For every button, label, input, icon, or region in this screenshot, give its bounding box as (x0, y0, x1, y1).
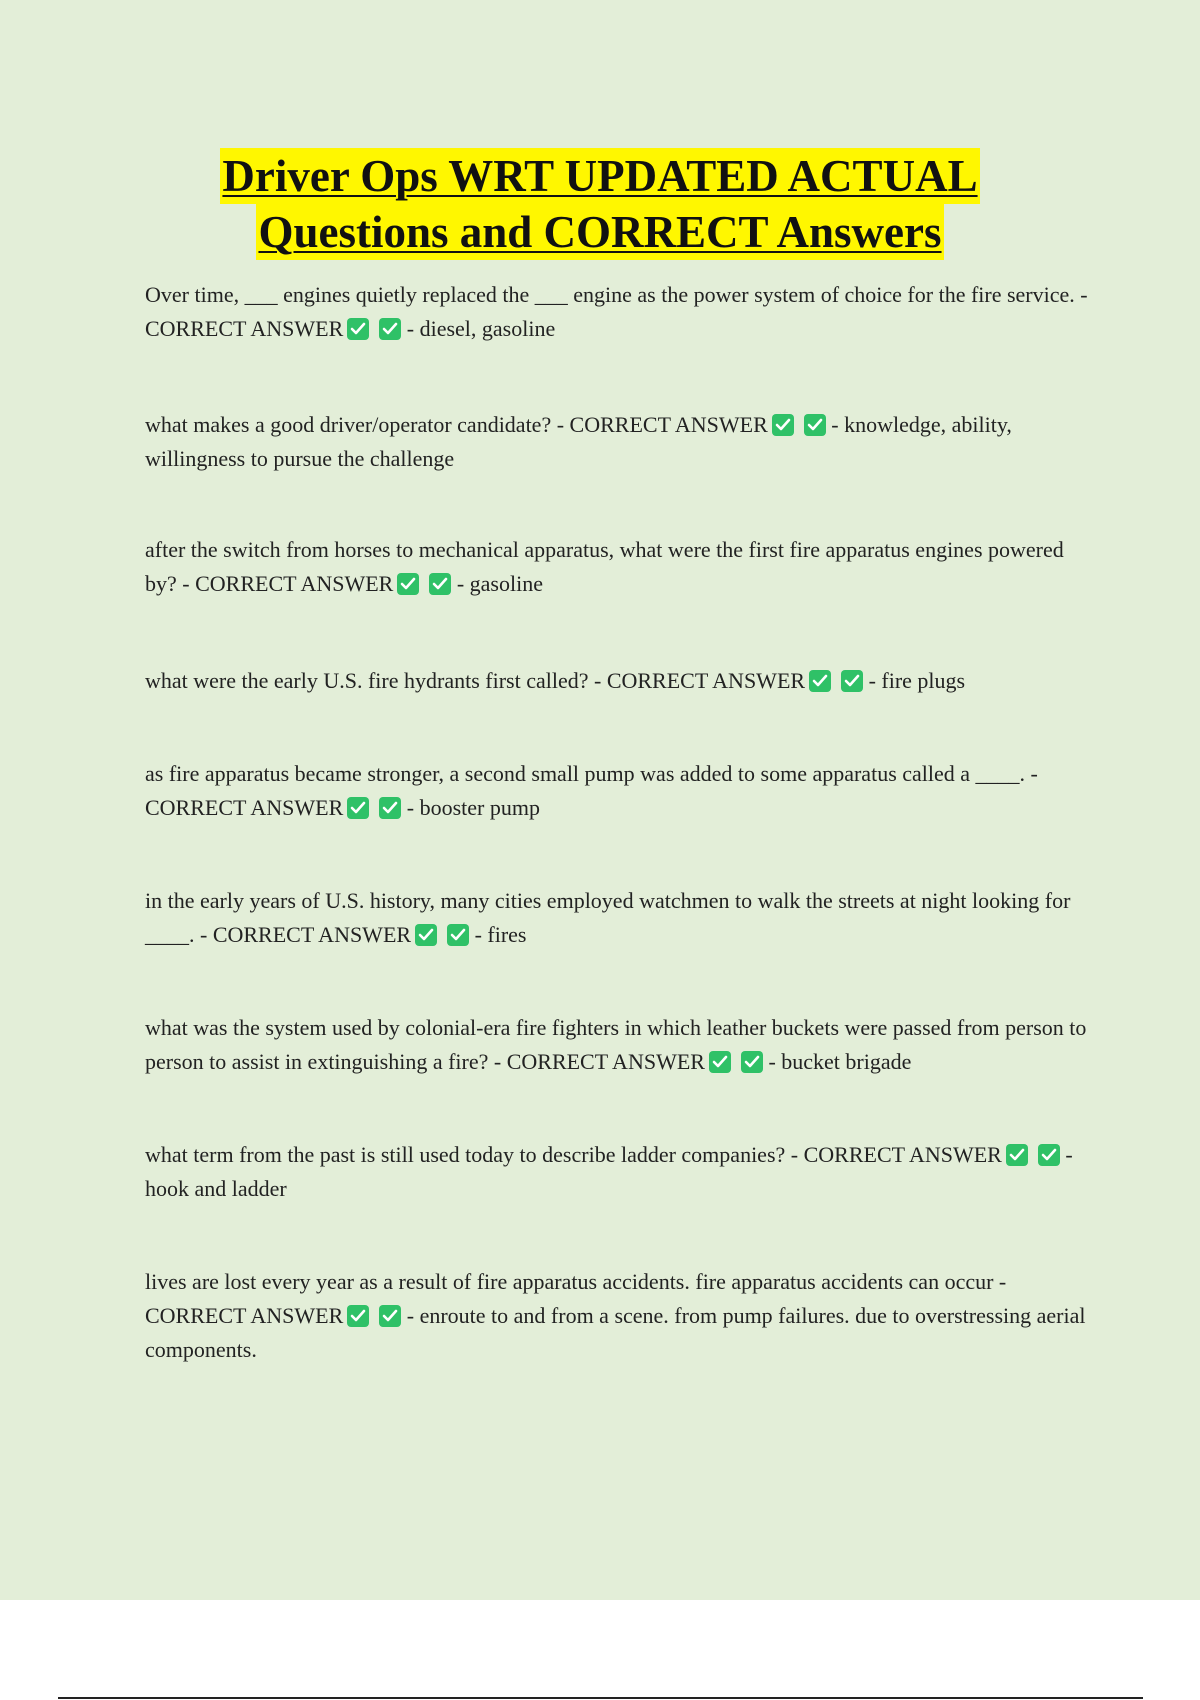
check-icon (347, 1305, 369, 1327)
check-icon (397, 573, 419, 595)
qa-item-2 (145, 408, 1090, 476)
qa-item-3 (145, 533, 1090, 601)
check-icon (347, 318, 369, 340)
question-text: what term from the past is still used today to describe ladder companies? - CORRECT ANSWER (145, 1142, 1002, 1167)
qa-item-6 (145, 884, 1090, 952)
check-icon (741, 1051, 763, 1073)
check-icon (809, 670, 831, 692)
page-title (0, 148, 1200, 260)
qa-item-5 (145, 757, 1090, 825)
title-line-2: Questions and CORRECT Answers (256, 204, 943, 260)
answer-text: - fires (474, 922, 527, 947)
check-icon (772, 414, 794, 436)
footer-divider (58, 1697, 1143, 1699)
question-text: what was the system used by colonial-era fire fighters in which leather buckets were passed from person to person to assist in extinguishing a fire? - CORRECT ANSWER (145, 1015, 1087, 1074)
check-icon (841, 670, 863, 692)
answer-text: - booster pump (406, 795, 540, 820)
answer-text: - bucket brigade (768, 1049, 912, 1074)
question-text: lives are lost every year as a result of fire apparatus accidents. fire apparatus accidents can occur - CORRECT ANSWER (145, 1269, 1007, 1328)
question-text: as fire apparatus became stronger, a second small pump was added to some apparatus called a ____. - CORRECT ANSWER (145, 761, 1038, 820)
check-icon (429, 573, 451, 595)
question-text: what makes a good driver/operator candidate? - CORRECT ANSWER (145, 412, 768, 437)
check-icon (709, 1051, 731, 1073)
answer-text: - knowledge, ability, willingness to pursue the challenge (145, 412, 1012, 471)
answer-text: - gasoline (456, 571, 543, 596)
answer-text: - diesel, gasoline (406, 316, 556, 341)
check-icon (1006, 1144, 1028, 1166)
qa-item-4 (145, 664, 1090, 698)
check-icon (379, 797, 401, 819)
answer-text: - fire plugs (868, 668, 966, 693)
qa-item-8 (145, 1138, 1090, 1206)
check-icon (447, 924, 469, 946)
check-icon (379, 318, 401, 340)
question-text: Over time, ___ engines quietly replaced the ___ engine as the power system of choice for the fire service. - CORRECT ANSWER (145, 282, 1088, 341)
qa-item-9 (145, 1265, 1090, 1367)
qa-item-1 (145, 278, 1090, 346)
check-icon (347, 797, 369, 819)
check-icon (804, 414, 826, 436)
answer-text: - enroute to and from a scene. from pump failures. due to overstressing aerial components. (145, 1303, 1086, 1362)
title-line-1: Driver Ops WRT UPDATED ACTUAL (220, 148, 979, 204)
question-text: in the early years of U.S. history, many cities employed watchmen to walk the streets at night looking for ____. - CORRECT ANSWER (145, 888, 1071, 947)
answer-text: - hook and ladder (145, 1142, 1073, 1201)
check-icon (1038, 1144, 1060, 1166)
check-icon (415, 924, 437, 946)
qa-item-7 (145, 1011, 1090, 1079)
question-text: after the switch from horses to mechanical apparatus, what were the first fire apparatus engines powered by? - CORRECT ANSWER (145, 537, 1064, 596)
check-icon (379, 1305, 401, 1327)
question-text: what were the early U.S. fire hydrants first called? - CORRECT ANSWER (145, 668, 806, 693)
